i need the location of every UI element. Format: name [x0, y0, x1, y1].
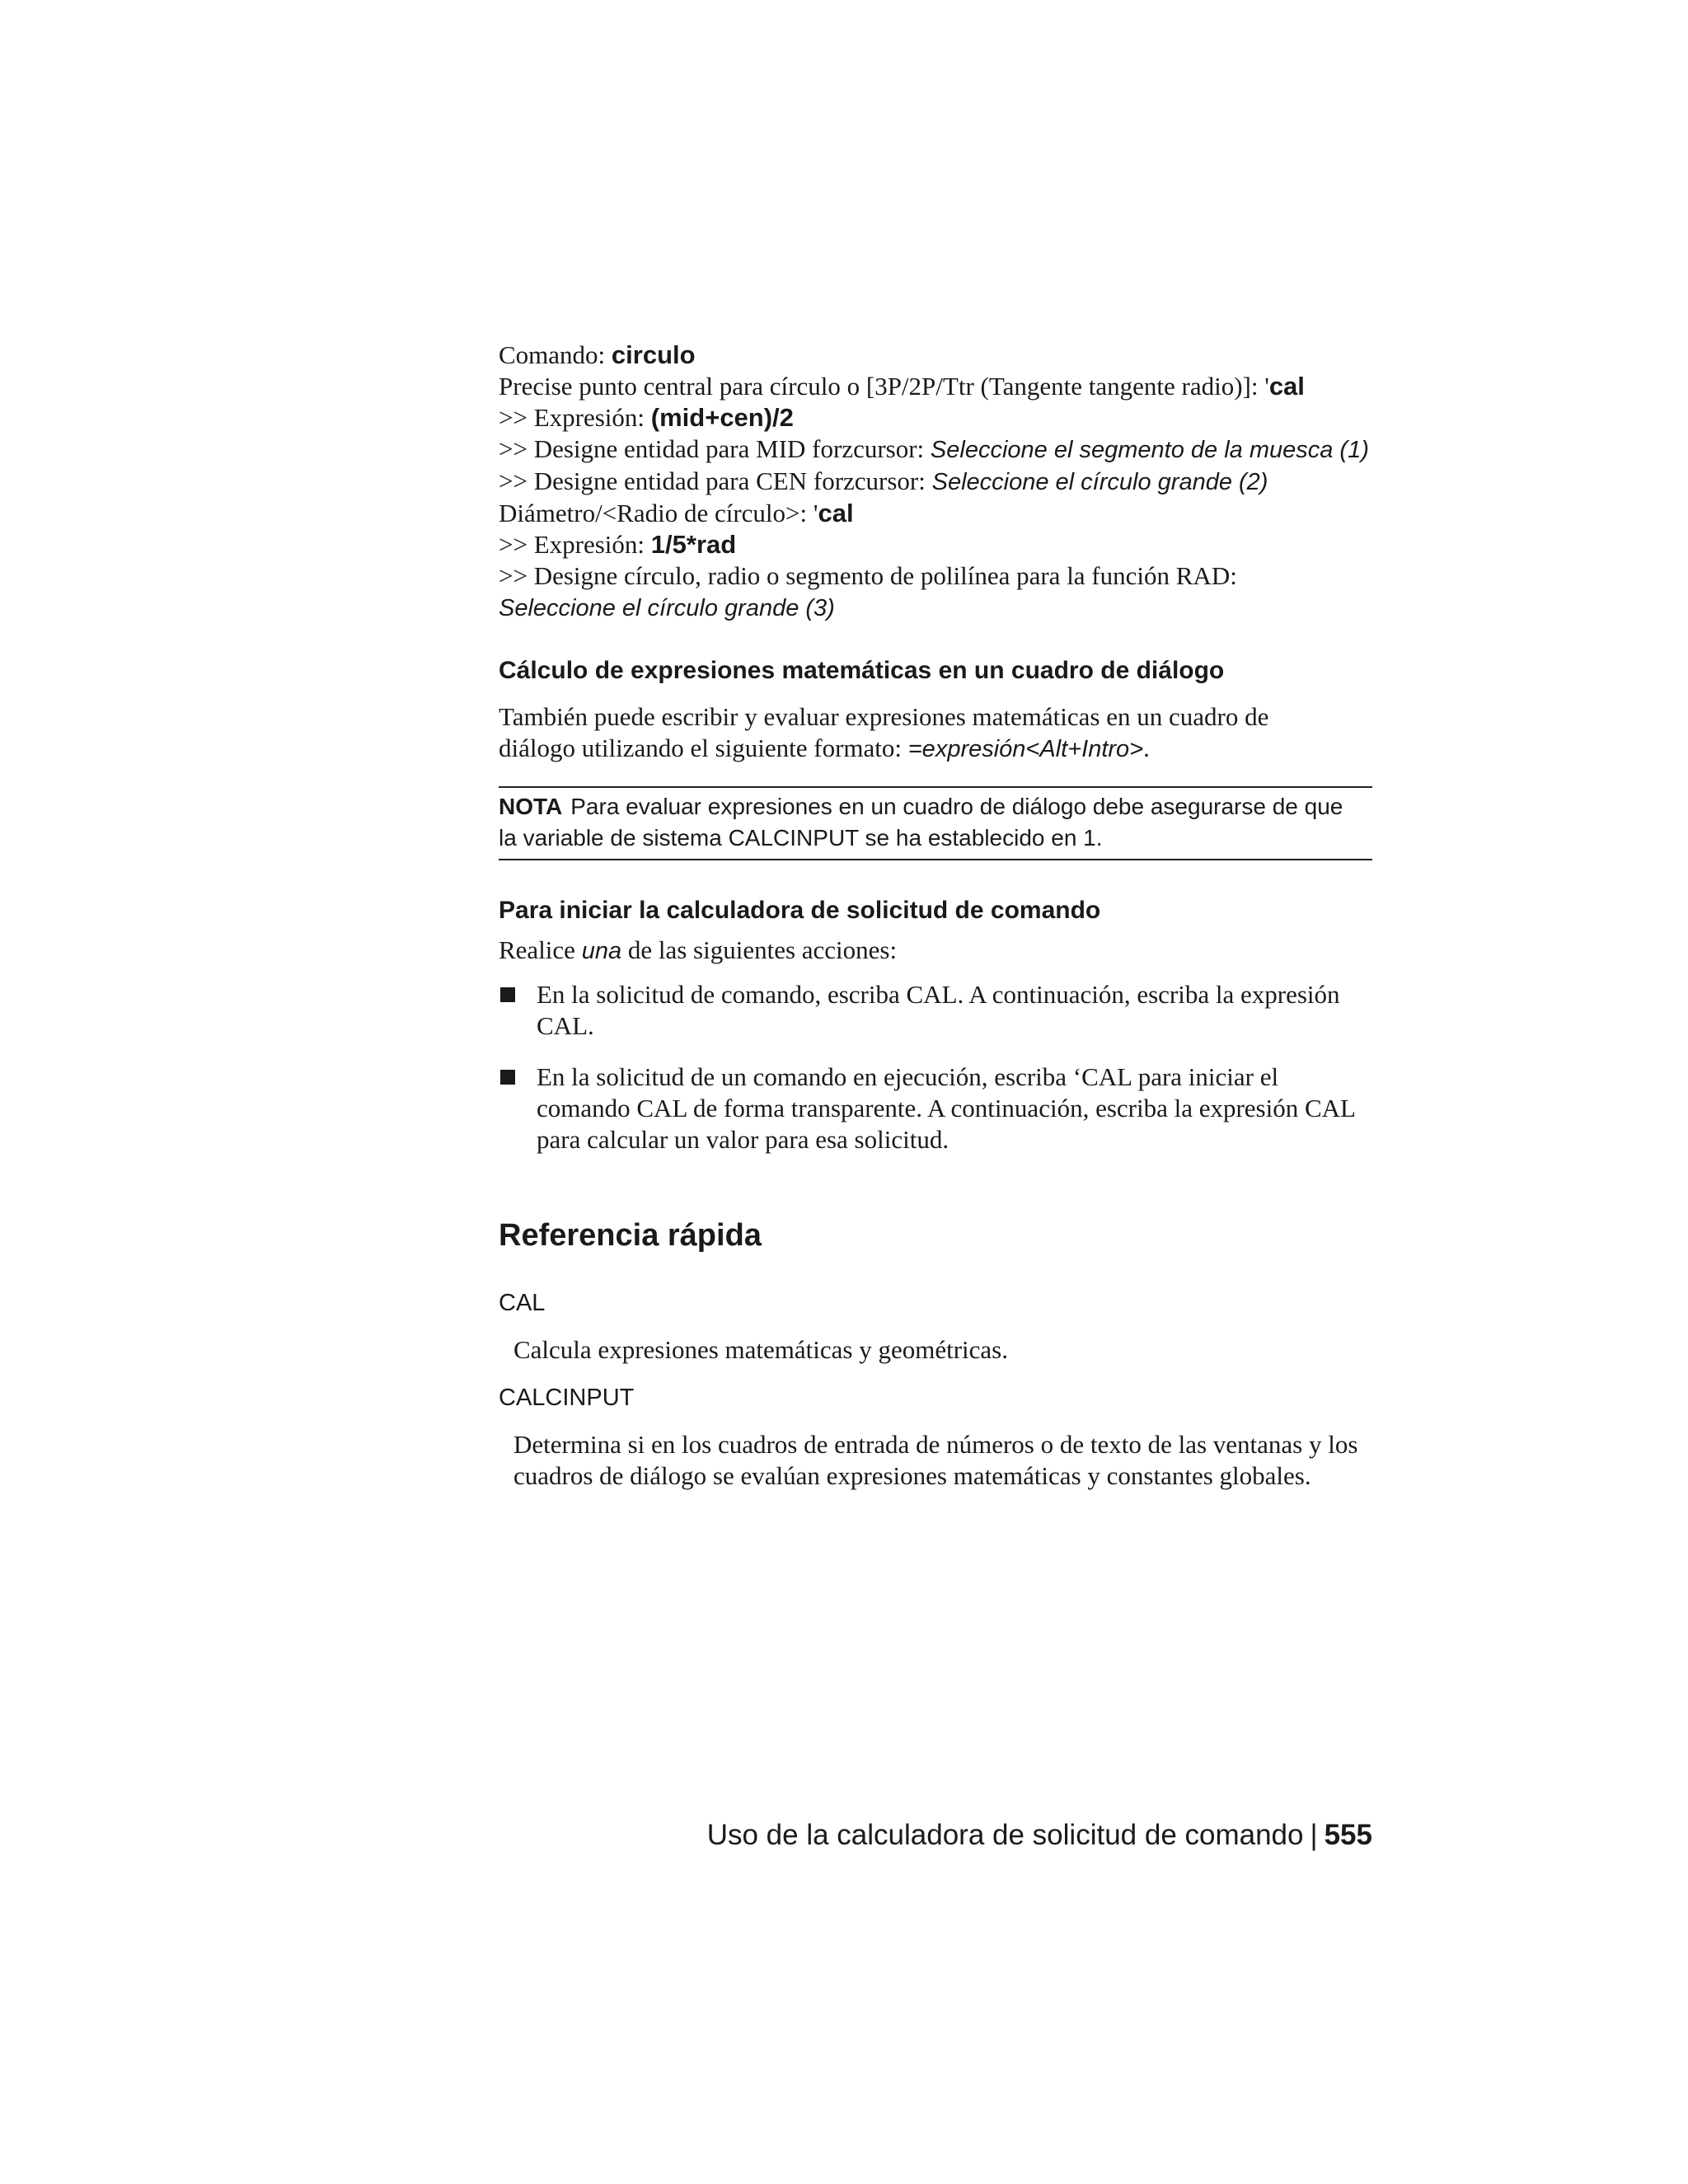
line-text: de las siguientes acciones:	[621, 935, 898, 964]
line-text: Diámetro/<Radio de círculo>: '	[499, 499, 818, 527]
command-input: cal	[1268, 372, 1305, 401]
reference-description: Determina si en los cuadros de entrada de números o de texto de las ventanas y los cuadros de diálogo se evalúan expresiones matemáticas y constantes globales.	[513, 1430, 1358, 1490]
note-box	[499, 786, 1372, 860]
paragraph-line	[499, 733, 1372, 765]
page-footer	[707, 1817, 1372, 1854]
reference-term-cal[interactable]: CAL	[499, 1290, 546, 1316]
line-text: >> Designe círculo, radio o segmento de polilínea para la función RAD:	[499, 561, 1237, 590]
reference-term-calcinput[interactable]: CALCINPUT	[499, 1385, 635, 1411]
section-heading-start: Para iniciar la calculadora de solicitud de comando	[499, 897, 1101, 924]
note-label: NOTA	[499, 794, 563, 819]
emphasis: una	[581, 938, 622, 964]
square-bullet-icon	[500, 1070, 515, 1085]
format-example: =expresión<Alt+Intro>	[907, 736, 1144, 762]
line-text: >> Designe entidad para MID forzcursor:	[499, 434, 931, 463]
command-input: 1/5*rad	[650, 530, 737, 559]
command-input: (mid+cen)/2	[650, 403, 794, 432]
line-text: diálogo utilizando el siguiente formato:	[499, 733, 908, 762]
line-text: Realice	[499, 935, 582, 964]
reference-entry-calcinput	[499, 1429, 1372, 1528]
quick-reference-heading: Referencia rápida	[499, 1218, 762, 1253]
transcript-line-4	[499, 434, 1372, 466]
user-action: Seleccione el segmento de la muesca (1)	[930, 437, 1369, 463]
line-text: Precise punto central para círculo o [3P/2P/Ttr (Tangente tangente radio)]: '	[499, 372, 1269, 401]
square-bullet-icon	[500, 987, 515, 1002]
user-action: Seleccione el círculo grande (3)	[499, 595, 835, 621]
list-item-text: En la solicitud de un comando en ejecución, escriba ‘CAL para iniciar el comando CAL de forma transparente. A continuación, escriba la expresión CAL para calcular un valor para esa solicitud.	[537, 1062, 1355, 1154]
action-list	[499, 979, 1372, 1160]
section-heading-dialog: Cálculo de expresiones matemáticas en un cuadro de diálogo	[499, 657, 1225, 684]
list-item-text: En la solicitud de comando, escriba CAL. A continuación, escriba la expresión CAL.	[537, 980, 1340, 1040]
reference-description: Calcula expresiones matemáticas y geométricas.	[513, 1335, 1008, 1364]
paragraph-line: También puede escribir y evaluar expresiones matemáticas en un cuadro de	[499, 702, 1269, 731]
dialog-paragraph	[499, 701, 1372, 765]
note-line-1	[499, 791, 1372, 823]
line-text: >> Expresión:	[499, 530, 651, 559]
line-text: >> Expresión:	[499, 403, 651, 432]
command-input: cal	[818, 499, 854, 527]
line-text: Comando:	[499, 340, 612, 369]
footer-title: Uso de la calculadora de solicitud de comando	[706, 1819, 1304, 1851]
command-input: circulo	[611, 340, 696, 369]
transcript-line-3	[499, 402, 1372, 434]
transcript-line-5	[499, 466, 1372, 498]
note-text: Para evaluar expresiones en un cuadro de diálogo debe asegurarse de que	[570, 794, 1343, 819]
user-action: Seleccione el círculo grande (2)	[931, 469, 1268, 495]
page-number: 555	[1324, 1819, 1372, 1851]
transcript-line-1	[499, 340, 1372, 371]
reference-entry-cal	[499, 1334, 1372, 1367]
transcript-line-6	[499, 498, 1372, 529]
footer-separator: |	[1310, 1819, 1318, 1851]
note-line-2: la variable de sistema CALCINPUT se ha establecido en 1.	[499, 825, 1103, 851]
transcript-line-2	[499, 371, 1372, 402]
start-intro	[499, 935, 1372, 967]
transcript-line-9	[499, 592, 1372, 624]
transcript-line-8	[499, 560, 1372, 592]
command-transcript	[499, 340, 1372, 624]
transcript-line-7	[499, 529, 1372, 560]
line-text: .	[1143, 733, 1150, 762]
line-text: >> Designe entidad para CEN forzcursor:	[499, 466, 932, 495]
